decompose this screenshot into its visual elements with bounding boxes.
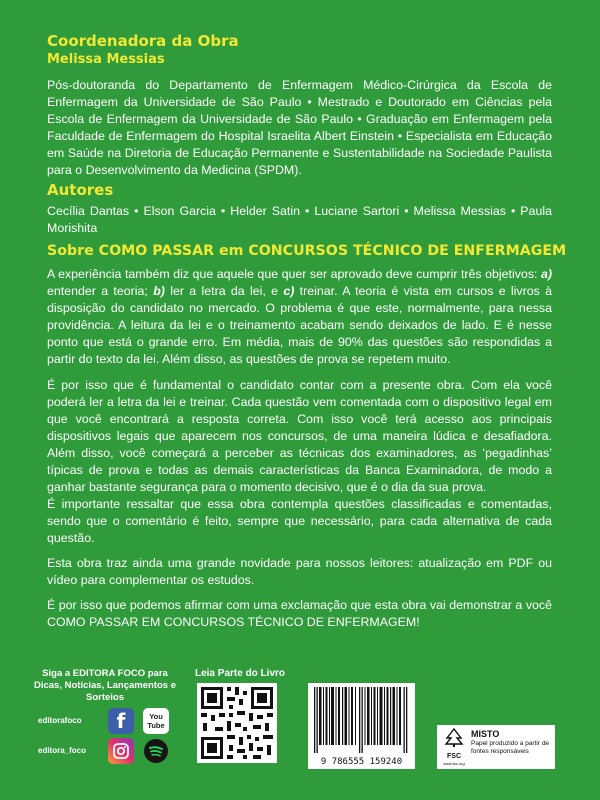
about-paragraph-4: Esta obra traz ainda uma grande novidade para nossos leitores: atualização em PDF ou vídeo para complementar os estudos. <box>47 556 552 587</box>
p1-end: treinar. A teoria é vista em cursos e livros à disposição do candidato no mercado. O problema é que este, normalmente, para nessa providência. A leitura da lei e o treinamento acabam sendo deixados de lado. E é nesse ponto que está o grande erro. Em média, mais de 90% das questões são respondidas a partir do texto da lei. Além disso, as questões de prova se repetem muito. <box>47 284 553 366</box>
isbn-number: 9 786555 159240 <box>320 757 403 767</box>
fsc-label <box>437 725 555 769</box>
fsc-site: www.fsc.org <box>443 761 465 766</box>
youtube-icon[interactable] <box>143 708 169 734</box>
p1-a-text: entender a teoria; <box>47 284 154 298</box>
instagram-icon[interactable] <box>108 738 134 764</box>
p1-marker-a: a) <box>540 267 552 281</box>
about-paragraph-2: É por isso que é fundamental o candidato contar com a presente obra. Com ela você poderá ler a letra da lei e treinar. Cada questão vem comentada com o dispositivo legal em que você encontrará a resposta correta. Com isso você terá acesso aos principais dispositivos legais que aparecem nos concursos, de uma maneira lúdica e desafiadora. Além disso, você começará a perceber as técnicas dos examinadores, as ‘pegadinhas’ típicas de prova e todas as demais características da Banca Examinadora, de modo a ganhar bastante segurança para o momento decisivo, que é o dia da sua prova. <box>47 378 552 494</box>
coordinator-name: Melissa Messias <box>47 52 165 67</box>
instagram-handle: editora_foco <box>38 746 87 755</box>
p1-b-text: ler a letra da lei, e <box>164 284 284 298</box>
barcode <box>308 683 415 769</box>
fsc-title: MISTO <box>471 729 500 739</box>
facebook-handle: editorafoco <box>38 716 82 725</box>
about-heading: Sobre COMO PASSAR em CONCURSOS TÉCNICO DE ENFERMAGEM <box>47 243 567 259</box>
social-follow-text: Siga a EDITORA FOCO para Dicas, Notícias, Lançamentos e Sorteios <box>33 668 177 703</box>
tree-icon <box>443 728 465 748</box>
facebook-icon[interactable]: f <box>108 708 134 734</box>
fsc-text: FSC <box>447 753 461 760</box>
about-paragraph-3: É importante ressaltar que essa obra contempla questões classificadas e comentadas, sendo que o comentário é feito, sempre que necessário, para cada alternativa de cada questão. <box>47 497 552 545</box>
p1-marker-c: c) <box>283 284 295 298</box>
youtube-label: You Tube <box>147 712 165 730</box>
coordinator-bio: Pós-doutoranda do Departamento de Enfermagem Médico-Cirúrgica da Escola de Enfermagem da Universidade de São Paulo • Mestrado e Doutorado em Ciências pela Escola de Enfermagem da Universidade de São Paulo • Graduação em Enfermagem pela Faculdade de Enfermagem do Hospital Israelita Albert Einstein • Especialista em Educação em Saúde na Diretoria de Educação Permanente e Sustentabilidade na Sociedade Paulista para o Desenvolvimento da Medicina (SPDM). <box>47 78 552 177</box>
fsc-logo <box>440 728 468 766</box>
authors-heading: Autores <box>47 181 114 199</box>
qr-code[interactable] <box>197 683 277 763</box>
spotify-icon[interactable] <box>143 738 169 764</box>
fsc-description: Papel produzido a partir de fontes responsáveis <box>471 740 550 755</box>
p1-marker-b: b) <box>153 284 165 298</box>
about-paragraph-5: É por isso que podemos afirmar com uma exclamação que esta obra vai demonstrar a você COMO PASSAR EM CONCURSOS TÉCNICO DE ENFERMAGEM! <box>47 598 552 629</box>
about-paragraph-1 <box>47 266 552 368</box>
authors-list: Cecília Dantas • Elson Garcia • Helder Satin • Luciane Sartori • Melissa Messias • Paula Morishita <box>47 204 552 235</box>
coordinator-heading: Coordenadora da Obra <box>47 32 239 50</box>
p1-start: A experiência também diz que aquele que quer ser aprovado deve cumprir três objetivos: <box>47 267 541 281</box>
read-sample-label: Leia Parte do Livro <box>194 668 286 679</box>
